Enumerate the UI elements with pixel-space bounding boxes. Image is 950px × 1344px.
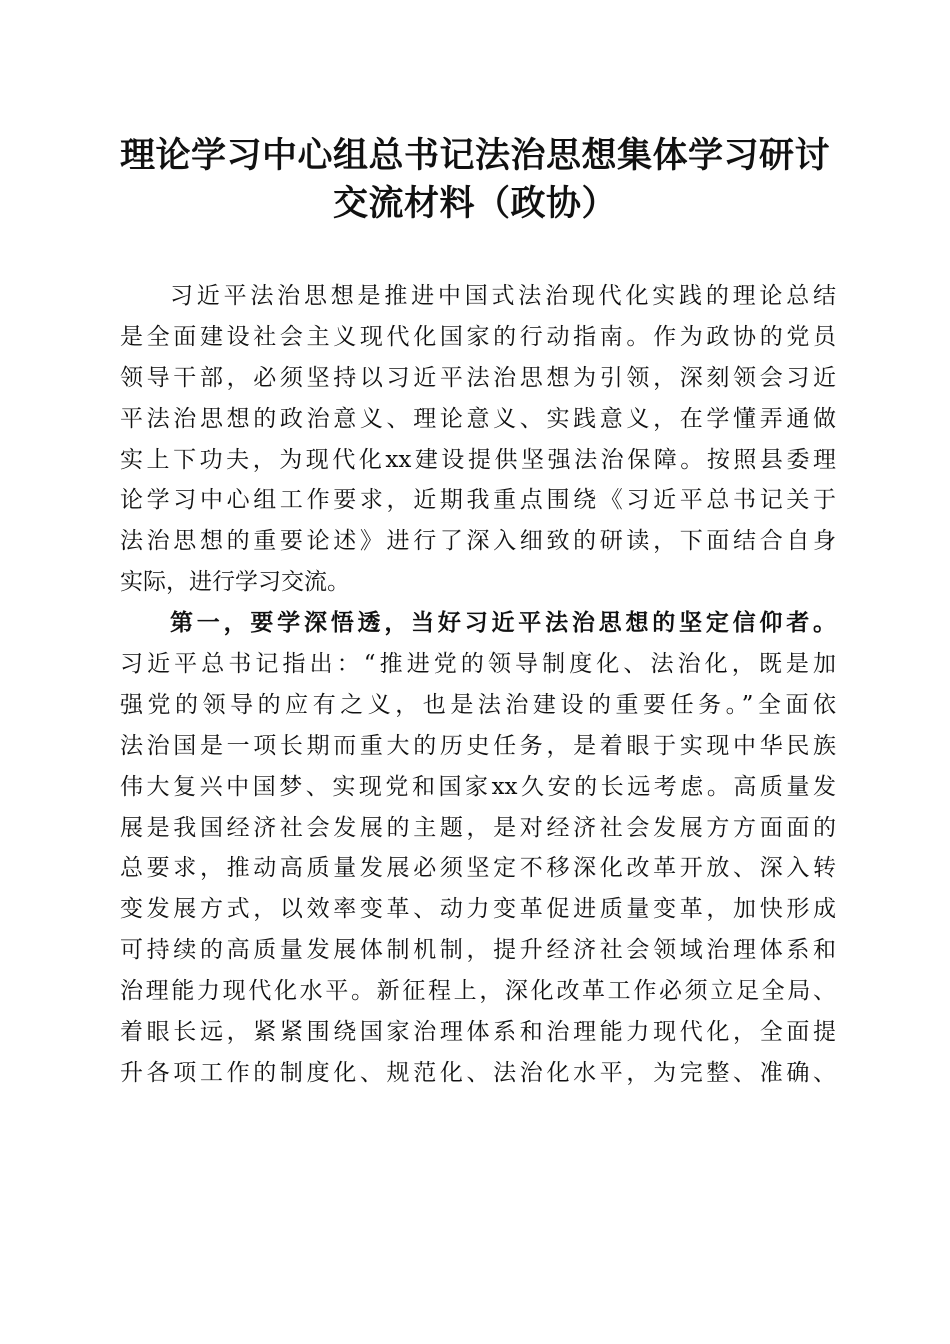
paragraph-line: 习近平法治思想是推进中国式法治现代化实践的理论总结 [170, 283, 836, 309]
paragraph-line: 实上下功夫，为现代化xx建设提供坚强法治保障。按照县委理 [120, 446, 836, 473]
paragraph-line: 治理能力现代化水平。新征程上，深化改革工作必须立足全局、 [120, 978, 836, 1005]
paragraph-line: 法治思想的重要论述》进行了深入细致的研读，下面结合自身 [120, 528, 836, 555]
paragraph-line: 可持续的高质量发展体制机制，提升经济社会领域治理体系和 [120, 937, 836, 964]
paragraph-line: 平法治思想的政治意义、理论意义、实践意义，在学懂弄通做 [120, 405, 836, 432]
paragraph-line: 实际，进行学习交流。 [120, 569, 350, 596]
paragraph-line: 伟大复兴中国梦、实现党和国家xx久安的长远考虑。高质量发 [120, 773, 836, 800]
paragraph-line: 展是我国经济社会发展的主题，是对经济社会发展方方面面的 [120, 814, 836, 841]
paragraph-line: 着眼长远，紧紧围绕国家治理体系和治理能力现代化，全面提 [120, 1019, 836, 1046]
title-line-1: 理论学习中心组总书记法治思想集体学习研讨 [119, 135, 830, 176]
title-line-2: 交流材料（政协） [332, 183, 617, 224]
paragraph-line: 领导干部，必须坚持以习近平法治思想为引领，深刻领会习近 [120, 364, 836, 391]
paragraph-line: 升各项工作的制度化、规范化、法治化水平，为完整、准确、 [120, 1059, 836, 1086]
paragraph-line: 是全面建设社会主义现代化国家的行动指南。作为政协的党员 [120, 323, 836, 350]
paragraph-line: 法治国是一项长期而重大的历史任务，是着眼于实现中华民族 [120, 732, 836, 759]
paragraph-line: 总要求，推动高质量发展必须坚定不移深化改革开放、深入转 [120, 855, 836, 882]
paragraph-line: 习近平总书记指出：“推进党的领导制度化、法治化，既是加 [120, 651, 836, 678]
paragraph-line: 变发展方式，以效率变革、动力变革促进质量变革，加快形成 [120, 896, 836, 923]
document-body [120, 276, 836, 1094]
document-title [100, 132, 850, 228]
paragraph-first-point [120, 603, 836, 1094]
paragraph-intro [120, 276, 836, 603]
section-heading: 第一，要学深悟透，当好习近平法治思想的坚定信仰者。 [170, 609, 836, 637]
paragraph-line: 强党的领导的应有之义，也是法治建设的重要任务。”全面依 [120, 691, 836, 718]
paragraph-line: 论学习中心组工作要求，近期我重点围绕《习近平总书记关于 [120, 487, 836, 514]
